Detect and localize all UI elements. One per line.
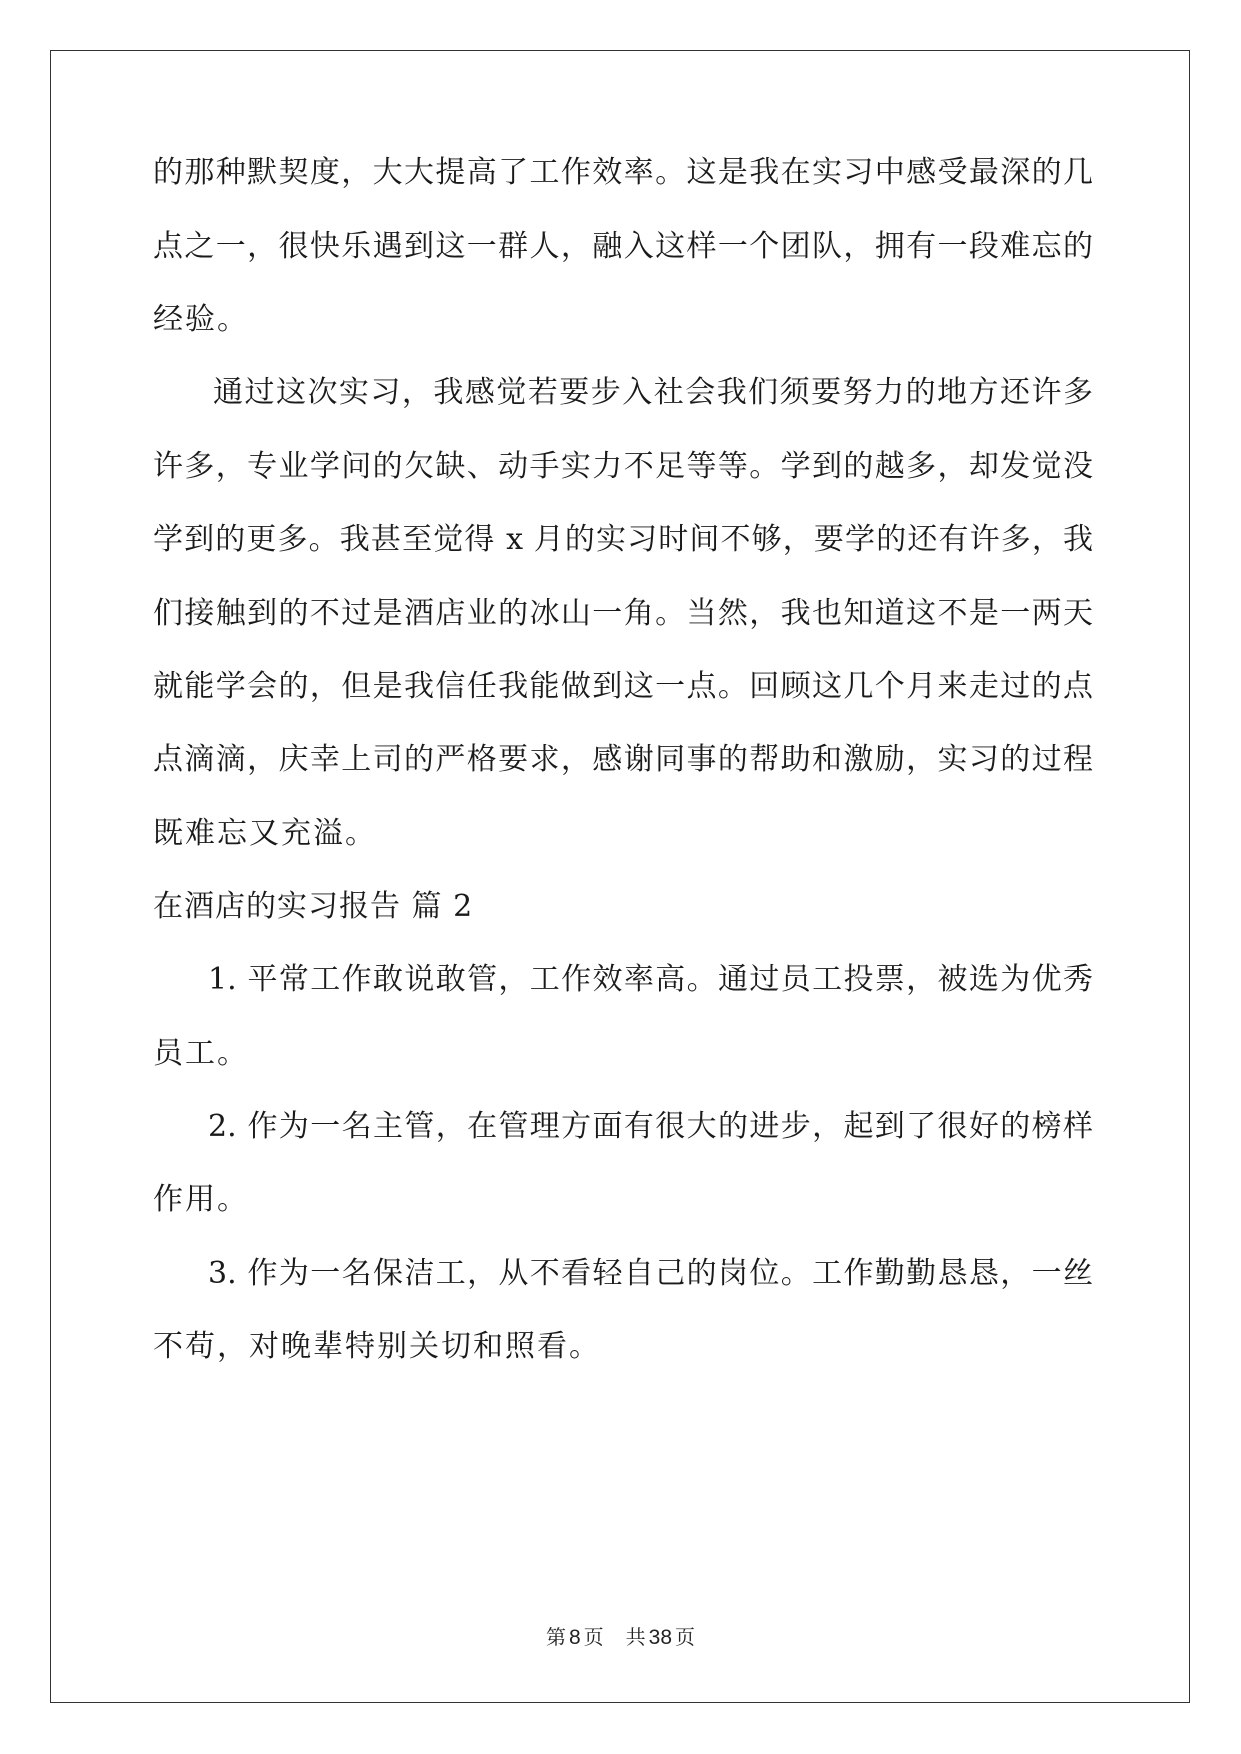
paragraph-line: 许多，专业学问的欠缺、动手实力不足等等。学到的越多，却发觉没 [153, 449, 1093, 484]
paragraph-line: 的那种默契度，大大提高了工作效率。这是我在实习中感受最深的几 [153, 155, 1093, 190]
paragraph-line: 点滴滴，庆幸上司的严格要求，感谢同事的帮助和激励，实习的过程 [153, 742, 1093, 777]
paragraph-line: 就能学会的，但是我信任我能做到这一点。回顾这几个月来走过的点 [153, 669, 1093, 704]
page-footer [0, 1625, 1241, 1650]
footer-total-prefix: 共 [625, 1625, 646, 1649]
section-heading: 在酒店的实习报告 篇 2 [153, 889, 474, 924]
paragraph-line: 学到的更多。我甚至觉得 x 月的实习时间不够，要学的还有许多，我 [153, 522, 1093, 557]
paragraph-line: 们接触到的不过是酒店业的冰山一角。当然，我也知道这不是一两天 [153, 596, 1093, 631]
list-item-line: 不苟，对晚辈特别关切和照看。 [153, 1329, 601, 1364]
paragraph-line: 通过这次实习，我感觉若要步入社会我们须要努力的地方还许多 [213, 375, 1093, 410]
list-item-line: 2. 作为一名主管，在管理方面有很大的进步，起到了很好的榜样 [208, 1109, 1093, 1144]
footer-page-number: 8 [568, 1626, 581, 1649]
list-item-line: 作用。 [153, 1182, 249, 1217]
paragraph-line: 既难忘又充溢。 [153, 816, 377, 851]
footer-prefix: 第 [545, 1625, 566, 1649]
footer-page-unit: 页 [583, 1625, 604, 1649]
page-border [50, 50, 1190, 1703]
paragraph-line: 经验。 [153, 302, 249, 337]
list-item-line: 员工。 [153, 1036, 249, 1071]
list-item-line: 1. 平常工作敢说敢管，工作效率高。通过员工投票，被选为优秀 [208, 962, 1093, 997]
footer-total-unit: 页 [675, 1625, 696, 1649]
list-item-line: 3. 作为一名保洁工，从不看轻自己的岗位。工作勤勤恳恳，一丝 [208, 1256, 1093, 1291]
paragraph-line: 点之一，很快乐遇到这一群人，融入这样一个团队，拥有一段难忘的 [153, 229, 1093, 264]
footer-total-pages: 38 [648, 1626, 673, 1649]
